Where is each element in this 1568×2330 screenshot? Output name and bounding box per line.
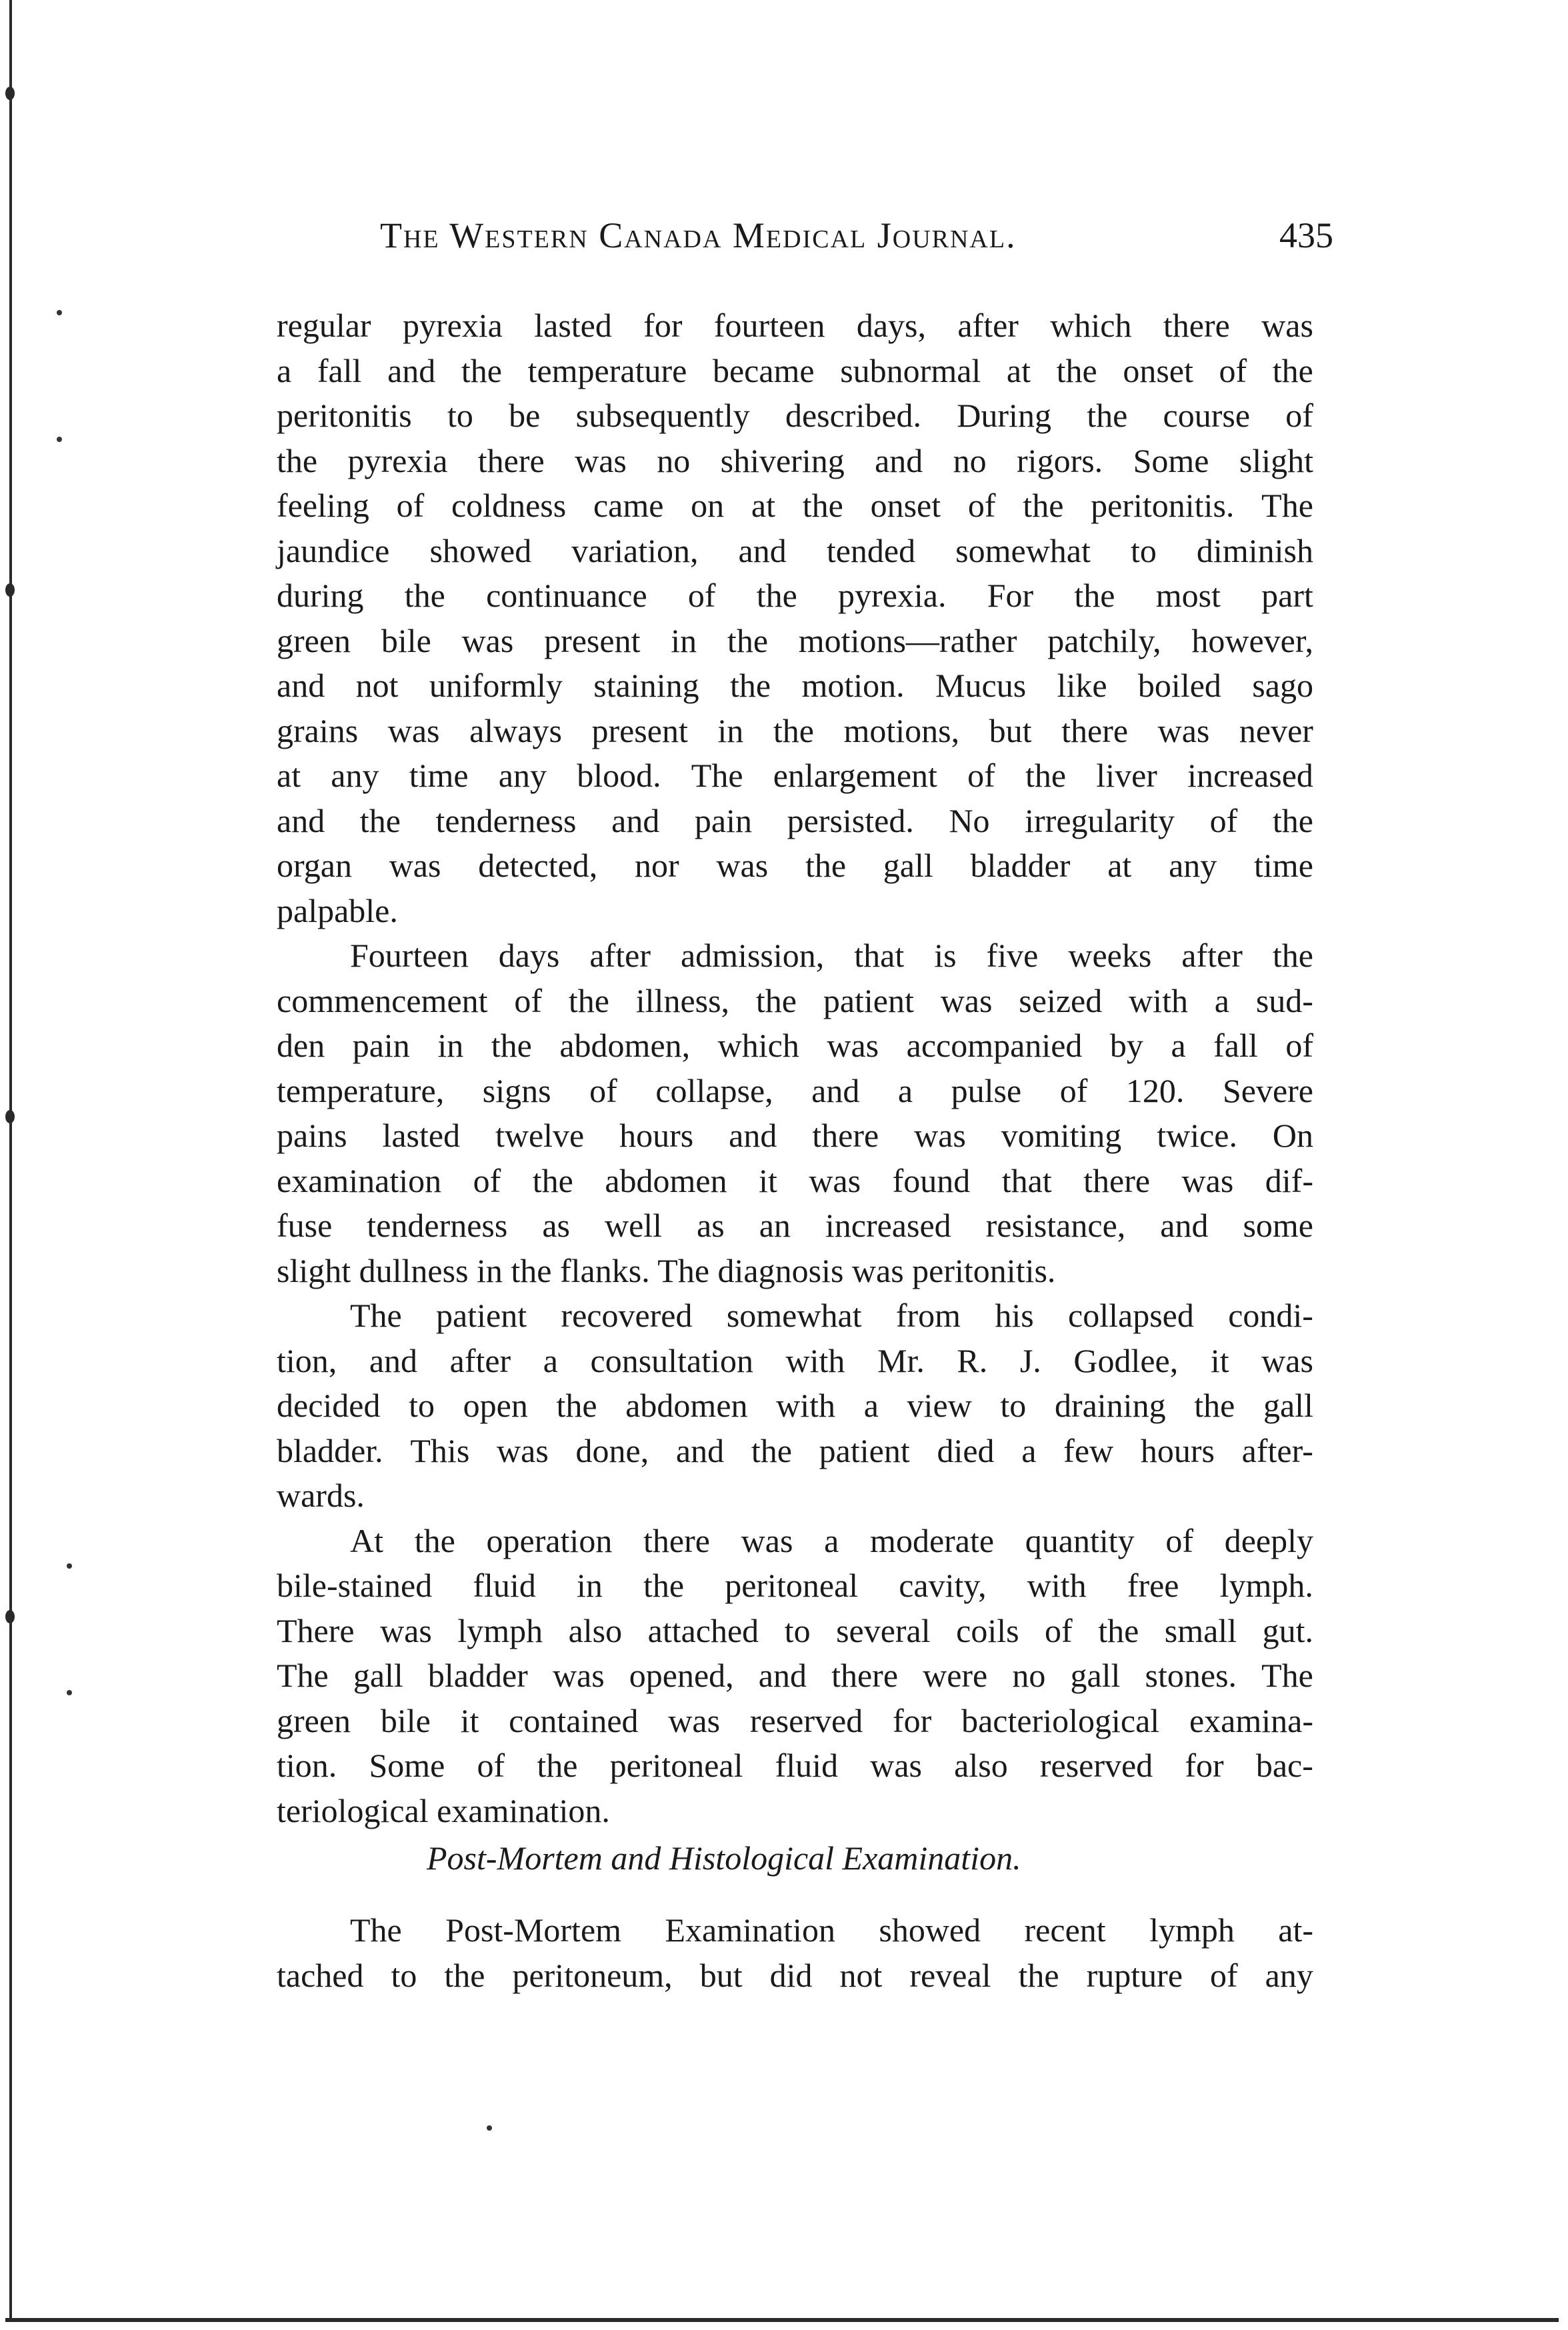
text-line: tached to the peritoneum, but did not reveal the rupture of any (277, 1956, 1313, 1994)
text-line: peritonitis to be subsequently described. During the course of (277, 397, 1313, 434)
text-line: regular pyrexia lasted for fourteen days, after which there was (277, 307, 1313, 344)
section-heading: Post-Mortem and Histological Examination. (427, 1839, 1021, 1877)
speck (67, 1690, 72, 1695)
text-line: temperature, signs of collapse, and a pulse of 120. Severe (277, 1071, 1313, 1109)
text-line: examination of the abdomen it was found that there was dif- (277, 1161, 1313, 1199)
text-line: The Post-Mortem Examination showed recent lymph at- (350, 1911, 1313, 1949)
text-line: The patient recovered somewhat from his collapsed condi- (350, 1297, 1313, 1334)
running-title: The Western Canada Medical Journal. (380, 215, 1017, 255)
text-line: There was lymph also attached to several coils of the small gut. (277, 1611, 1313, 1649)
paragraph (277, 933, 1313, 1293)
binding-notch (5, 87, 15, 100)
text-line: green bile was present in the motions—rather patchily, however, (277, 621, 1313, 659)
text-line: teriological examination. (277, 1791, 610, 1829)
text-line: The gall bladder was opened, and there were no gall stones. The (277, 1657, 1313, 1694)
text-line: slight dullness in the flanks. The diagnosis was peritonitis. (277, 1251, 1056, 1289)
speck (67, 1563, 72, 1569)
binding-notch (5, 583, 15, 597)
speck (57, 310, 62, 315)
text-line: and the tenderness and pain persisted. No irregularity of the (277, 801, 1313, 839)
paragraph (277, 303, 1313, 933)
text-line: grains was always present in the motions, but there was never (277, 711, 1313, 749)
text-line: organ was detected, nor was the gall bladder at any time (277, 847, 1313, 884)
text-line: during the continuance of the pyrexia. For the most part (277, 577, 1313, 614)
text-line: green bile it contained was reserved for bacteriological examina- (277, 1701, 1313, 1739)
paragraph (277, 1293, 1313, 1519)
text-line: a fall and the temperature became subnormal at the onset of the (277, 351, 1313, 389)
body-text (277, 303, 1313, 1833)
text-line: pains lasted twelve hours and there was vomiting twice. On (277, 1117, 1313, 1154)
text-line: bile-stained fluid in the peritoneal cavity, with free lymph. (277, 1567, 1313, 1604)
text-line: den pain in the abdomen, which was accompanied by a fall of (277, 1027, 1313, 1064)
text-line: Fourteen days after admission, that is five weeks after the (350, 937, 1313, 974)
binding-notch (5, 1610, 15, 1623)
paragraph (277, 1519, 1313, 1834)
text-line: At the operation there was a moderate quantity of deeply (350, 1521, 1313, 1559)
text-line: at any time any blood. The enlargement of the liver increased (277, 757, 1313, 794)
text-line: tion, and after a consultation with Mr. R. J. Godlee, it was (277, 1341, 1313, 1379)
text-line: commencement of the illness, the patient was seized with a sud- (277, 981, 1313, 1019)
text-line: decided to open the abdomen with a view to draining the gall (277, 1387, 1313, 1424)
speck (57, 437, 62, 442)
page-number: 435 (1279, 215, 1333, 255)
text-line: palpable. (277, 891, 398, 929)
binding-rule (9, 0, 12, 2320)
text-line: wards. (277, 1477, 365, 1514)
text-line: and not uniformly staining the motion. Mucus like boiled sago (277, 667, 1313, 704)
page-header (380, 215, 1333, 268)
text-line: feeling of coldness came on at the onset of the peritonitis. The (277, 487, 1313, 524)
speck (487, 2125, 492, 2131)
closing-paragraph (277, 1908, 1313, 1998)
text-line: fuse tenderness as well as an increased resistance, and some (277, 1207, 1313, 1244)
text-line: bladder. This was done, and the patient died a few hours after- (277, 1431, 1313, 1469)
binding-edge (5, 0, 15, 2330)
text-line: jaundice showed variation, and tended somewhat to diminish (277, 531, 1313, 569)
text-line: the pyrexia there was no shivering and no rigors. Some slight (277, 441, 1313, 479)
bottom-rule (5, 2318, 1559, 2322)
binding-notch (5, 1110, 15, 1123)
text-line: tion. Some of the peritoneal fluid was also reserved for bac- (277, 1747, 1313, 1784)
